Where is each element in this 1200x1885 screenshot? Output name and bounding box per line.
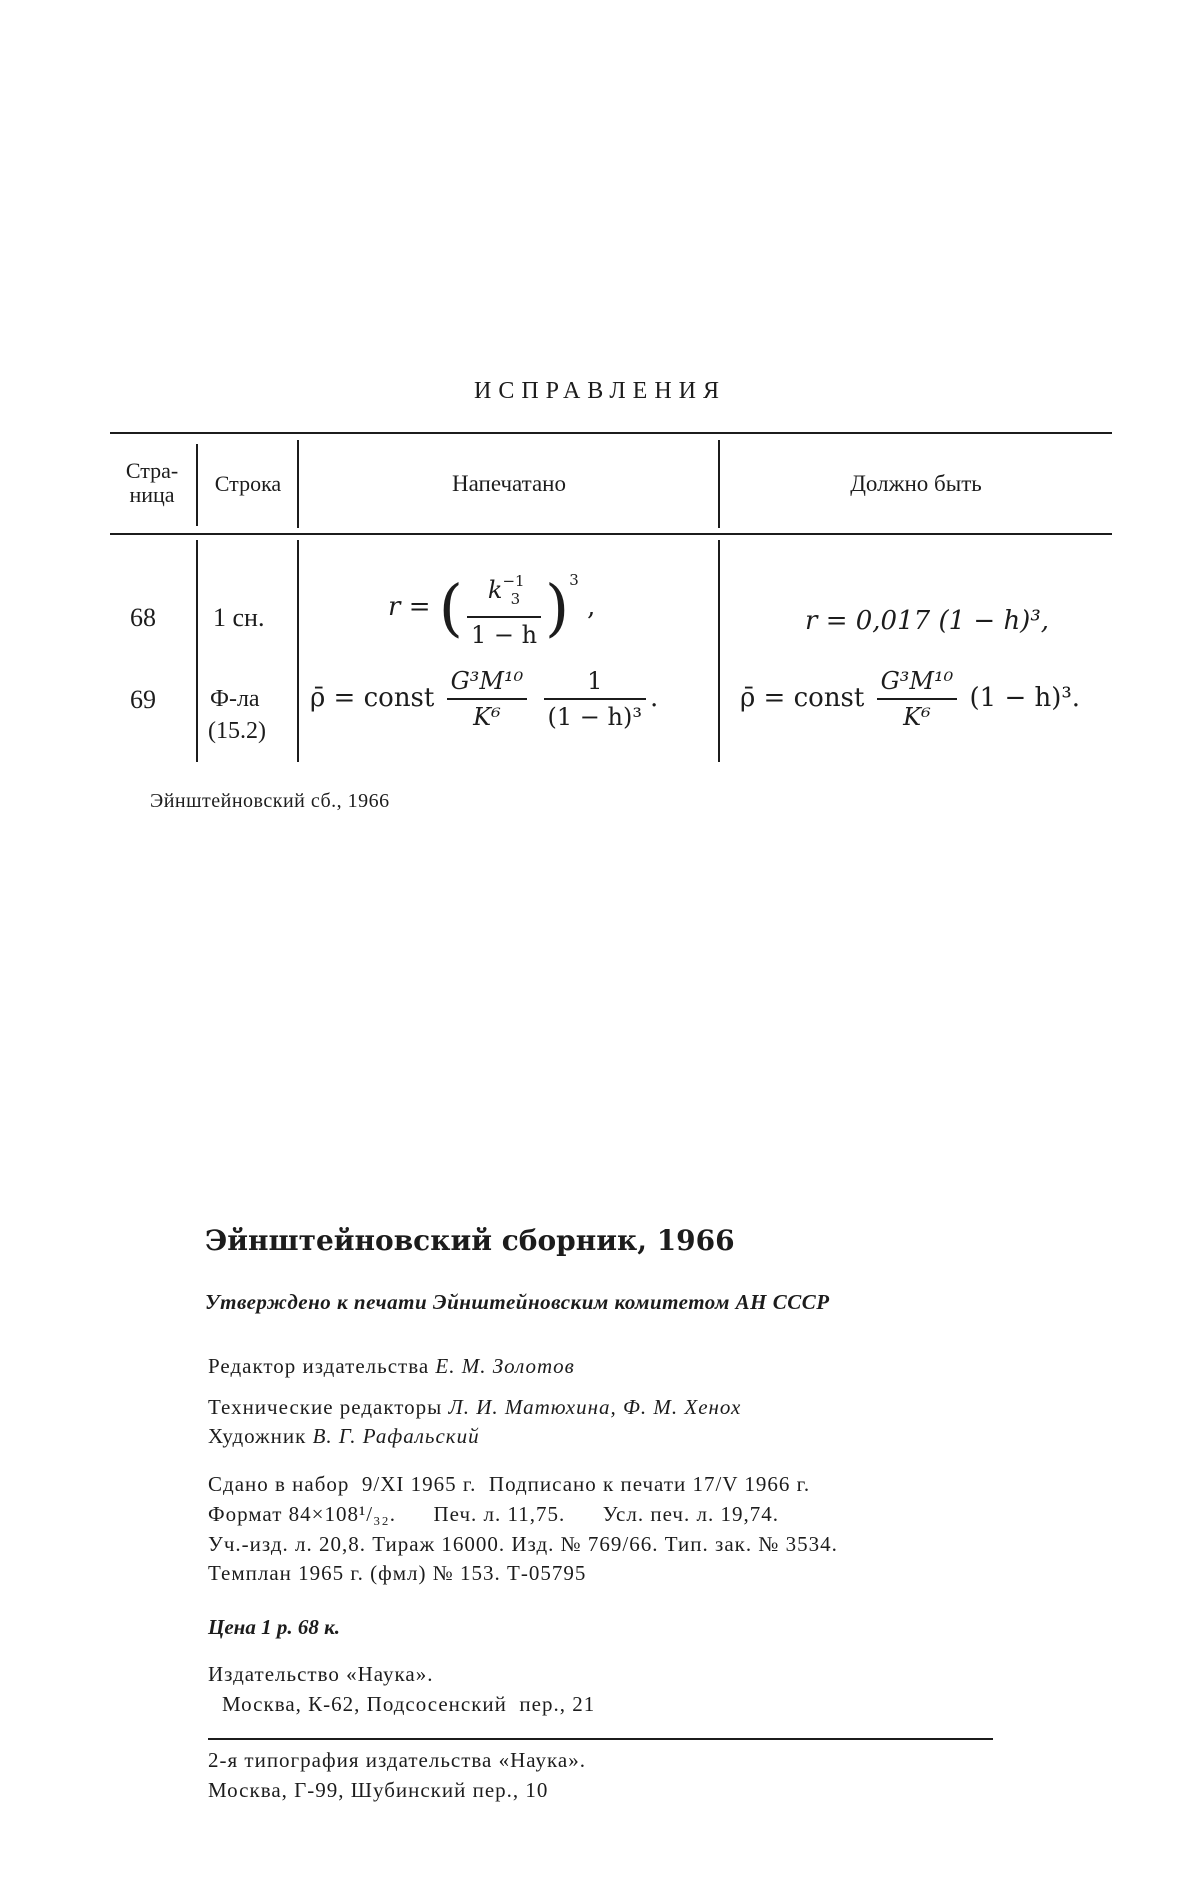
row-2-line-2: (15.2) [208, 718, 266, 744]
formula-lhs: ρ̄ = const [310, 683, 435, 713]
table-top-rule [110, 432, 1112, 434]
column-divider-1-body [196, 540, 198, 762]
denominator-2: (1 − h)³ [547, 703, 642, 731]
numerator-sup: −1 [502, 572, 525, 590]
formula-lhs: r = [388, 592, 431, 622]
printer-line-1: 2-я типография издательства «Наука». [208, 1748, 586, 1772]
row-1-line: 1 сн. [213, 603, 265, 632]
fraction-1 [447, 666, 528, 732]
row-2-printed-formula [310, 666, 658, 732]
tech-editors-label: Технические редакторы [208, 1395, 443, 1419]
numerator: G³M¹⁰ [877, 666, 958, 700]
errata-title: ИСПРАВЛЕНИЯ [474, 378, 726, 404]
publisher-line-2: Москва, К-62, Подсосенский пер., 21 [222, 1692, 596, 1716]
print-line-4: Темплан 1965 г. (фмл) № 153. Т-05795 [208, 1561, 587, 1585]
column-divider-2-body [297, 540, 299, 762]
numerator-2: 1 [544, 666, 646, 700]
fraction-2 [544, 666, 646, 732]
editor-label: Редактор издательства [208, 1354, 430, 1378]
printer-line-2: Москва, Г-99, Шубинский пер., 10 [208, 1778, 549, 1802]
header-line: Строка [214, 471, 282, 496]
tech-editors-names: Л. И. Матюхина, Ф. М. Хенох [448, 1395, 742, 1419]
publisher-line-1: Издательство «Наука». [208, 1662, 434, 1686]
artist-label: Художник [208, 1424, 307, 1448]
row-1-should-be-formula: r = 0,017 (1 − h)³, [805, 606, 1050, 636]
table-header-rule [110, 533, 1112, 535]
header-page: Стра- ница [125, 458, 179, 507]
right-paren: ) [545, 571, 570, 644]
denominator: K⁶ [903, 703, 931, 731]
fraction [877, 666, 958, 732]
artist-name: В. Г. Рафальский [312, 1424, 480, 1448]
numerator-sub: 3 [510, 590, 521, 608]
formula-tail: . [649, 683, 659, 713]
numerator: k [487, 576, 503, 604]
row-1-printed-formula [388, 566, 595, 650]
row-2-page: 69 [130, 685, 156, 714]
fraction [467, 566, 541, 650]
numerator: G³M¹⁰ [447, 666, 528, 700]
exponent: 3 [569, 571, 579, 589]
row-2-should-be-formula [740, 666, 1080, 732]
price: Цена 1 р. 68 к. [208, 1615, 340, 1639]
denominator: 1 − h [470, 621, 538, 649]
formula-tail: , [587, 592, 596, 622]
book-title: Эйнштейновский сборник, 1966 [205, 1224, 735, 1257]
denominator: K⁶ [473, 703, 501, 731]
header-should-be: Должно быть [850, 471, 982, 496]
row-1-page: 68 [130, 603, 156, 632]
errata-footer: Эйнштейновский сб., 1966 [150, 790, 390, 812]
row-2-line-1: Ф-ла [210, 686, 260, 712]
approval-note: Утверждено к печати Эйнштейновским комитетом АН СССР [205, 1290, 830, 1314]
print-line-1: Сдано в набор 9/XI 1965 г. Подписано к печати 17/V 1966 г. [208, 1472, 811, 1496]
tech-editors-line [208, 1395, 741, 1420]
colophon-divider [208, 1738, 993, 1740]
formula-lhs: ρ̄ = const [740, 683, 865, 713]
column-divider-3-body [718, 540, 720, 762]
left-paren: ( [438, 571, 463, 644]
editor-line [208, 1354, 575, 1379]
print-line-2: Формат 84×108¹/₃₂. Печ. л. 11,75. Усл. печ. л. 19,74. [208, 1502, 779, 1526]
header-printed: Напечатано [452, 471, 566, 496]
print-line-3: Уч.-изд. л. 20,8. Тираж 16000. Изд. № 769/66. Тип. зак. № 3534. [208, 1532, 838, 1556]
artist-line [208, 1424, 480, 1449]
editor-name: Е. М. Золотов [435, 1354, 575, 1378]
formula-tail: (1 − h)³. [969, 683, 1081, 713]
